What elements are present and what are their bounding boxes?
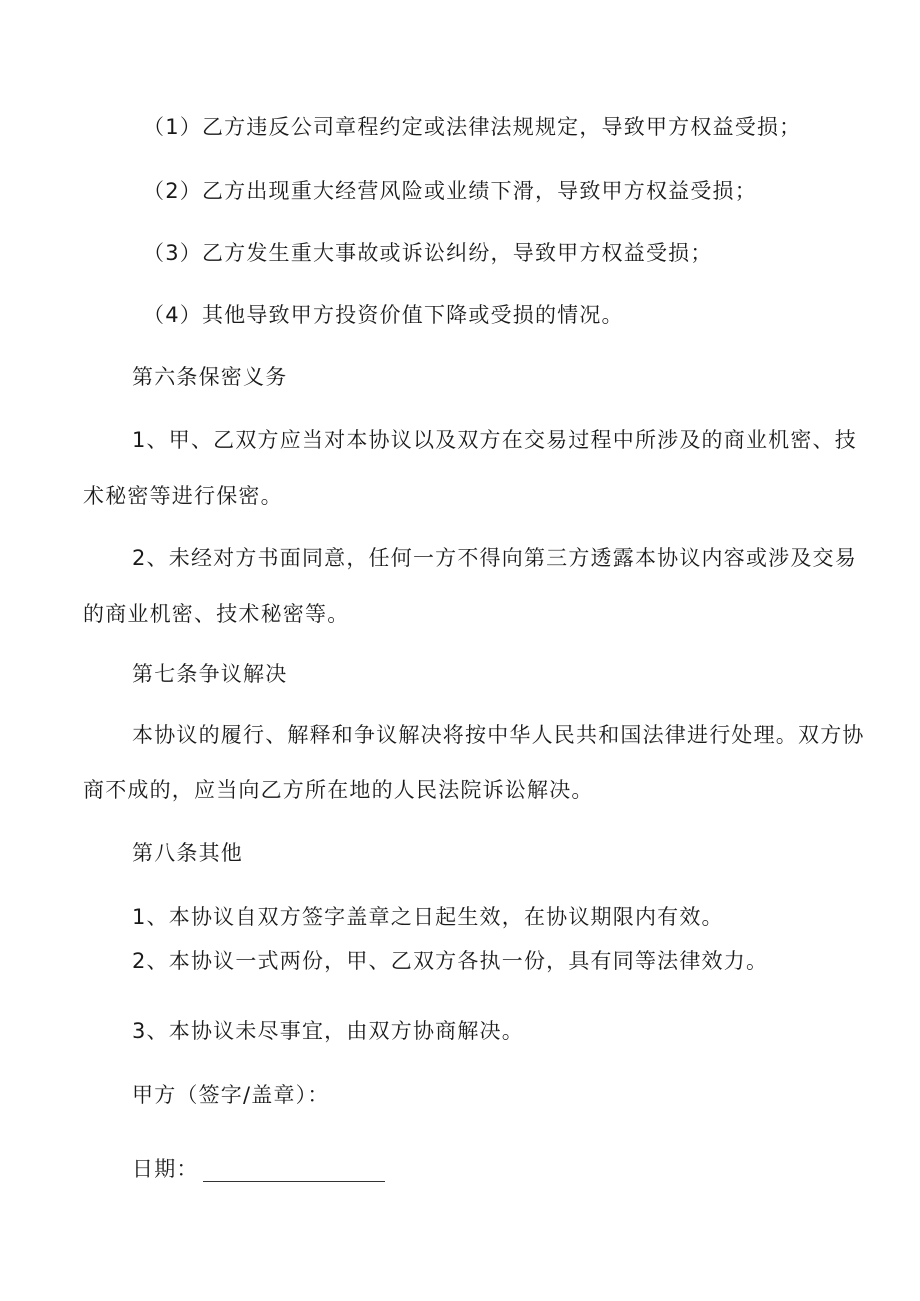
article-6-paragraph-2-line-2: 的商业机密、技术秘密等。 [83,602,350,626]
date-blank-line [203,1181,385,1182]
date-field [132,1154,385,1184]
clause-item-4: （4）其他导致甲方投资价值下降或受损的情况。 [143,303,624,327]
date-label: 日期： [132,1157,199,1181]
article-6-paragraph-1-line-2: 术秘密等进行保密。 [83,484,283,508]
article-8-paragraph-3: 3、本协议未尽事宜，由双方协商解决。 [132,1019,524,1043]
article-7-paragraph-line-1: 本协议的履行、解释和争议解决将按中华人民共和国法律进行处理。双方协 [132,723,865,747]
article-6-paragraph-2-line-1: 2、未经对方书面同意，任何一方不得向第三方透露本协议内容或涉及交易 [132,546,857,570]
article-8-paragraph-2: 2、本协议一式两份，甲、乙双方各执一份，具有同等法律效力。 [132,949,769,973]
article-6-paragraph-1-line-1: 1、甲、乙双方应当对本协议以及双方在交易过程中所涉及的商业机密、技 [132,428,857,452]
article-7-heading: 第七条争议解决 [132,662,288,686]
article-8-heading: 第八条其他 [132,841,243,865]
article-7-paragraph-line-2: 商不成的，应当向乙方所在地的人民法院诉讼解决。 [83,778,594,802]
article-8-paragraph-1: 1、本协议自双方签字盖章之日起生效，在协议期限内有效。 [132,905,724,929]
clause-item-2: （2）乙方出现重大经营风险或业绩下滑，导致甲方权益受损； [143,179,757,203]
clause-item-1: （1）乙方违反公司章程约定或法律法规规定，导致甲方权益受损； [143,115,802,139]
article-6-heading: 第六条保密义务 [132,365,288,389]
party-a-signature-label: 甲方（签字/盖章）： [132,1083,330,1107]
clause-item-3: （3）乙方发生重大事故或诉讼纠纷，导致甲方权益受损； [143,241,713,265]
